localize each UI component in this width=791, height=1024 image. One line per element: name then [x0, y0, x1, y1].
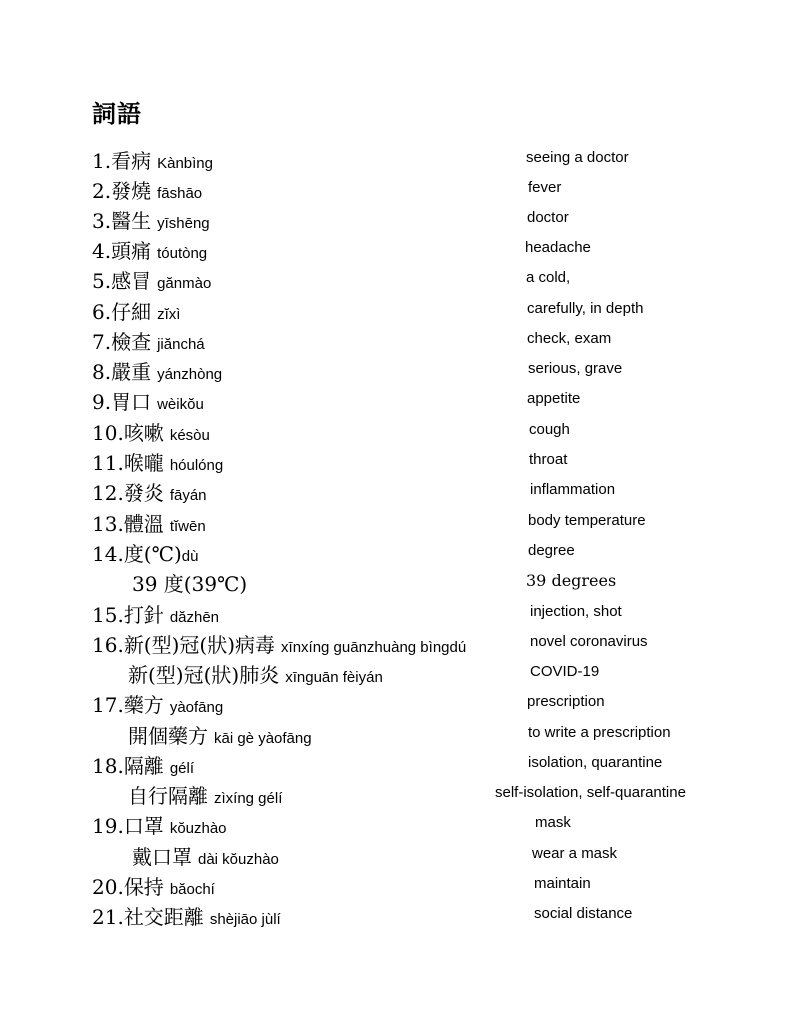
entry-number: 6. — [92, 300, 112, 324]
vocab-row — [0, 356, 791, 386]
english-meaning: doctor — [527, 209, 569, 226]
pinyin: kŏuzhào — [169, 820, 227, 837]
vocab-subrow — [0, 659, 791, 689]
english-meaning: social distance — [534, 905, 633, 922]
pinyin: gélí — [169, 760, 194, 777]
pinyin: yīshēng — [157, 215, 210, 232]
vocab-row — [0, 265, 791, 295]
entry-number: 14. — [92, 542, 124, 566]
term — [92, 175, 202, 204]
entry-number: 18. — [92, 754, 124, 778]
term — [92, 508, 206, 537]
vocab-row — [0, 205, 791, 235]
vocab-row — [0, 810, 791, 840]
pinyin: shèjiāo jùlí — [209, 911, 281, 928]
chinese-term: 咳嗽 — [123, 421, 164, 445]
vocab-row — [0, 296, 791, 326]
term — [92, 871, 215, 900]
chinese-term: 嚴重 — [111, 360, 152, 384]
term — [92, 599, 219, 628]
vocab-subrow — [0, 720, 791, 750]
term — [92, 750, 194, 779]
pinyin: tĭwēn — [169, 518, 206, 535]
vocab-subrow — [0, 780, 791, 810]
entry-number: 5. — [92, 269, 112, 293]
pinyin: băochí — [169, 881, 215, 898]
english-meaning: isolation, quarantine — [528, 754, 663, 771]
chinese-term: 社交距離 — [123, 905, 204, 929]
pinyin: fāshāo — [157, 185, 203, 202]
term — [92, 205, 210, 234]
english-meaning: inflammation — [530, 481, 616, 498]
vocab-row — [0, 447, 791, 477]
pinyin: gănmào — [157, 275, 212, 292]
entry-number: 21. — [92, 905, 124, 929]
pinyin: tóutòng — [157, 245, 208, 262]
chinese-term: 檢查 — [111, 330, 152, 354]
vocab-row — [0, 477, 791, 507]
pinyin: xīnxíng guānzhuàng bìngdú — [281, 639, 467, 656]
term — [128, 659, 383, 688]
english-meaning: injection, shot — [530, 603, 622, 620]
entry-number: 1. — [92, 149, 112, 173]
chinese-term: 發炎 — [123, 481, 164, 505]
chinese-term: 自行隔離 — [128, 784, 208, 808]
english-meaning: maintain — [534, 875, 591, 892]
term — [132, 841, 279, 870]
english-meaning: COVID-19 — [530, 663, 600, 680]
chinese-term: 新(型)冠(狀)病毒 — [123, 633, 276, 657]
vocab-row — [0, 235, 791, 265]
chinese-term: 胃口 — [111, 390, 152, 414]
term — [128, 780, 282, 809]
pinyin: zĭxì — [157, 306, 181, 323]
term — [92, 145, 213, 174]
pinyin: xīnguān fèiyán — [285, 669, 383, 686]
english-meaning: prescription — [527, 693, 605, 710]
pinyin: fāyán — [169, 487, 207, 504]
entry-number: 11. — [92, 451, 124, 475]
pinyin: yàofāng — [169, 699, 224, 716]
english-meaning: 39 degrees — [526, 571, 617, 590]
vocab-row — [0, 901, 791, 931]
english-meaning: check, exam — [527, 330, 612, 347]
vocab-row — [0, 629, 791, 659]
term — [92, 265, 211, 294]
vocab-row — [0, 326, 791, 356]
entry-number: 10. — [92, 421, 124, 445]
chinese-term: 頭痛 — [111, 239, 152, 263]
chinese-term: 開個藥方 — [128, 724, 208, 748]
entry-number: 13. — [92, 512, 124, 536]
pinyin: Kànbìng — [157, 155, 213, 172]
chinese-term: 看病 — [111, 149, 152, 173]
vocab-row — [0, 417, 791, 447]
english-meaning: a cold, — [526, 269, 571, 286]
vocab-subrow — [0, 568, 791, 598]
pinyin: hóulóng — [169, 457, 224, 474]
entry-number: 16. — [92, 633, 124, 657]
english-meaning: novel coronavirus — [530, 633, 648, 650]
chinese-term: 39 度(39℃) — [132, 572, 248, 596]
vocab-row — [0, 538, 791, 568]
vocab-row — [0, 750, 791, 780]
vocab-row — [0, 175, 791, 205]
pinyin: dài kŏuzhào — [198, 851, 279, 868]
term — [92, 356, 222, 385]
vocab-row — [0, 599, 791, 629]
term — [92, 538, 198, 567]
term — [92, 447, 223, 476]
entry-number: 20. — [92, 875, 124, 899]
term — [128, 720, 312, 749]
english-meaning: to write a prescription — [528, 724, 671, 741]
chinese-term: 打針 — [123, 603, 164, 627]
chinese-term: 戴口罩 — [132, 845, 192, 869]
pinyin: jiănchá — [157, 336, 205, 353]
vocab-row — [0, 145, 791, 175]
entry-number: 19. — [92, 814, 124, 838]
entry-number: 17. — [92, 693, 124, 717]
entry-number: 15. — [92, 603, 124, 627]
chinese-term: 體溫 — [123, 512, 164, 536]
pinyin: dù — [181, 548, 199, 565]
entry-number: 8. — [92, 360, 112, 384]
vocab-row — [0, 689, 791, 719]
chinese-term: 發燒 — [111, 179, 152, 203]
pinyin: dăzhēn — [169, 609, 220, 626]
english-meaning: seeing a doctor — [526, 149, 629, 166]
vocab-subrow — [0, 841, 791, 871]
english-meaning: wear a mask — [532, 845, 618, 862]
term — [92, 477, 207, 506]
vocab-row — [0, 386, 791, 416]
term — [92, 629, 466, 658]
vocab-row — [0, 871, 791, 901]
chinese-term: 隔離 — [123, 754, 164, 778]
english-meaning: degree — [528, 542, 575, 559]
english-meaning: cough — [529, 421, 570, 438]
pinyin: zìxíng gélí — [214, 790, 283, 807]
chinese-term: 仔細 — [111, 300, 152, 324]
english-meaning: body temperature — [528, 512, 646, 529]
chinese-term: 保持 — [123, 875, 164, 899]
pinyin: késòu — [169, 427, 210, 444]
term — [92, 810, 227, 839]
page-title: 詞語 — [92, 100, 142, 128]
vocab-row — [0, 508, 791, 538]
pinyin: wèikŏu — [157, 396, 204, 413]
chinese-term: 感冒 — [111, 269, 152, 293]
chinese-term: 喉嚨 — [123, 451, 164, 475]
term — [92, 901, 281, 930]
english-meaning: fever — [528, 179, 562, 196]
entry-number: 9. — [92, 390, 112, 414]
pinyin: kāi gè yàofāng — [214, 730, 312, 747]
english-meaning: headache — [525, 239, 591, 256]
term — [92, 326, 205, 355]
term — [92, 417, 210, 446]
english-meaning: self-isolation, self-quarantine — [495, 784, 686, 801]
entry-number: 12. — [92, 481, 124, 505]
english-meaning: serious, grave — [528, 360, 623, 377]
term — [92, 386, 204, 415]
term — [92, 689, 223, 718]
entry-number: 3. — [92, 209, 112, 233]
chinese-term: 度(℃) — [123, 542, 182, 566]
term — [92, 296, 180, 325]
chinese-term: 口罩 — [123, 814, 164, 838]
entry-number: 7. — [92, 330, 112, 354]
english-meaning: appetite — [527, 390, 581, 407]
english-meaning: throat — [529, 451, 568, 468]
term — [132, 568, 253, 597]
entry-number: 2. — [92, 179, 112, 203]
english-meaning: mask — [535, 814, 571, 831]
chinese-term: 新(型)冠(狀)肺炎 — [128, 663, 280, 687]
chinese-term: 藥方 — [123, 693, 164, 717]
chinese-term: 醫生 — [111, 209, 152, 233]
term — [92, 235, 207, 264]
pinyin: yánzhòng — [157, 366, 223, 383]
english-meaning: carefully, in depth — [527, 300, 644, 317]
entry-number: 4. — [92, 239, 112, 263]
